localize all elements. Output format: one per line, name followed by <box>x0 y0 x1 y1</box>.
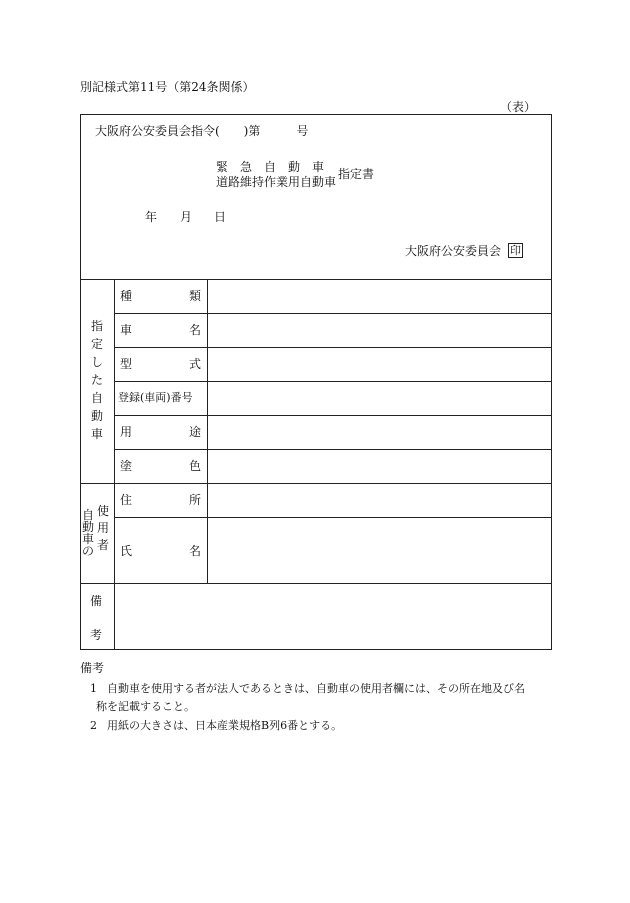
row-divider-3 <box>114 381 552 382</box>
note-2-number: 2 <box>90 719 97 732</box>
seal-label: 印 <box>510 244 521 257</box>
user-section-label-col1 <box>81 509 95 557</box>
user-section-label-col2 <box>96 505 110 556</box>
section-divider-user-remarks <box>80 583 552 584</box>
user-label-char: 自 <box>81 508 94 522</box>
label-column-divider <box>114 279 115 583</box>
row-purpose-label-b: 途 <box>189 425 202 439</box>
title-suffix: 指定書 <box>338 167 375 181</box>
remarks-label-bottom: 考 <box>90 628 103 642</box>
title-line-1: 緊 急 自 動 車 <box>216 160 325 174</box>
note-1-line-2: 称を記載すること。 <box>96 700 195 713</box>
vehicle-section-label <box>90 320 104 446</box>
row-purpose-label-a: 用 <box>120 425 133 439</box>
vehicle-label-char: 自 <box>90 391 103 405</box>
row-address-label-a: 住 <box>120 493 133 507</box>
row-fullname-label-a: 氏 <box>120 544 133 558</box>
vehicle-label-char: 定 <box>90 337 103 351</box>
title-line-2: 道路維持作業用自動車 <box>216 175 337 189</box>
row-model-label-a: 型 <box>120 357 133 371</box>
row-divider-2 <box>114 347 552 348</box>
user-label-char: 動 <box>81 520 94 534</box>
row-fullname-label-b: 名 <box>189 544 202 558</box>
side-label: （表） <box>500 100 537 114</box>
order-number: 大阪府公安委員会指令( )第 号 <box>95 124 309 138</box>
user-label-char: 者 <box>96 538 109 552</box>
seal-stamp <box>508 243 523 258</box>
note-1-line-1: 自動車を使用する者が法人であるときは、自動車の使用者欄には、その所在地及び名 <box>107 682 525 695</box>
notes-title: 備考 <box>80 661 105 675</box>
row-color-label-a: 塗 <box>120 459 133 473</box>
remarks-label-top: 備 <box>90 594 103 608</box>
row-divider-5 <box>114 449 552 450</box>
row-divider-1 <box>114 313 552 314</box>
row-name-label-a: 車 <box>120 323 133 337</box>
row-type-label-b: 類 <box>189 289 202 303</box>
row-type-label-a: 種 <box>120 289 133 303</box>
user-label-char: 用 <box>96 521 109 535</box>
user-label-char: の <box>81 544 94 558</box>
form-number: 別記様式第11号（第24条関係） <box>80 80 255 94</box>
value-column-divider <box>207 279 208 583</box>
note-2-line-1: 用紙の大きさは、日本産業規格B列6番とする。 <box>107 719 343 732</box>
vehicle-label-char: 動 <box>90 409 103 423</box>
row-registration-label: 登録(車両)番号 <box>118 391 193 404</box>
vehicle-label-char: た <box>90 373 103 387</box>
issuer: 大阪府公安委員会 <box>405 244 502 258</box>
user-label-char: 車 <box>81 532 94 546</box>
row-color-label-b: 色 <box>189 459 202 473</box>
row-divider-4 <box>114 415 552 416</box>
vehicle-label-char: し <box>90 355 103 369</box>
user-label-char: 使 <box>96 504 109 518</box>
header-divider <box>80 279 552 280</box>
row-address-label-b: 所 <box>189 493 202 507</box>
form-frame <box>80 114 552 650</box>
remarks-column-divider <box>114 583 115 650</box>
row-divider-user <box>114 517 552 518</box>
date-day: 日 <box>214 210 227 224</box>
row-name-label-b: 名 <box>189 323 202 337</box>
section-divider-vehicle-user <box>80 483 552 484</box>
date-year: 年 <box>145 210 158 224</box>
row-model-label-b: 式 <box>189 357 202 371</box>
date-month: 月 <box>180 210 193 224</box>
vehicle-label-char: 指 <box>90 319 103 333</box>
note-1-number: 1 <box>90 682 97 695</box>
vehicle-label-char: 車 <box>90 427 103 441</box>
